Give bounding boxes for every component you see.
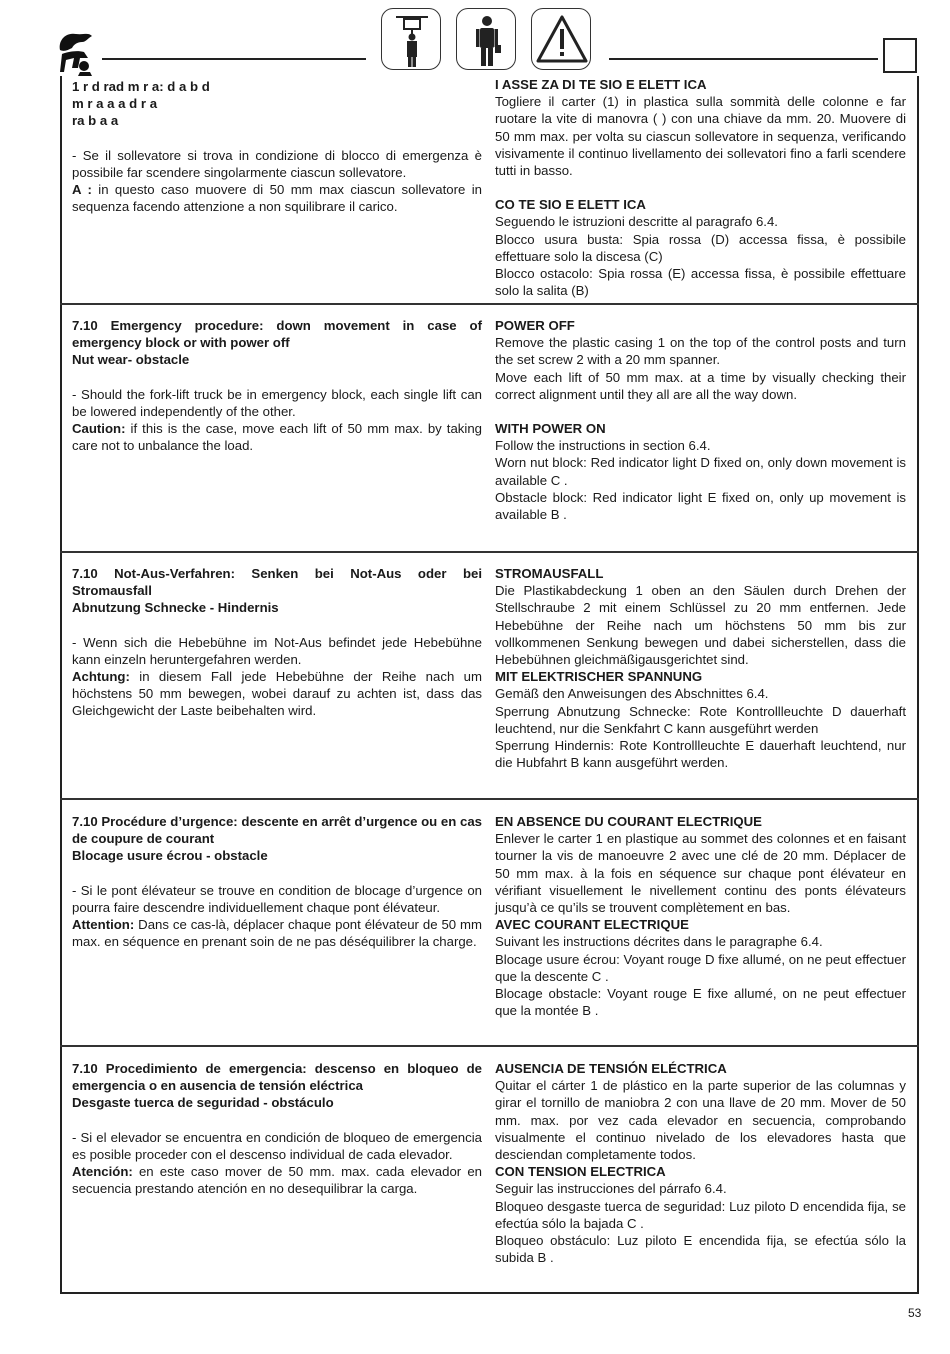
warning-text: if this is the case, move each lift of 50 mm max. by taking care not to unbalance the load. <box>72 421 482 454</box>
paragraph: - Wenn sich die Hebebühne im Not-Aus befindet jede Hebebühne kann einzeln heruntergefahren werden. <box>72 634 482 667</box>
paragraph: Blocage obstacle: Voyant rouge E fixe allumé, on ne peut effectuer que la montée B . <box>495 986 906 1019</box>
section-heading: AUSENCIA DE TENSIÓN ELÉCTRICA <box>495 1061 727 1076</box>
paragraph: Sperrung Hindernis: Rote Kontrollleuchte E dauerhaft leuchtend, nur die Hubfahrt B kann ausgeführt werden. <box>495 738 906 771</box>
paragraph <box>72 181 482 215</box>
warning-text: in diesem Fall jede Hebebühne der Reihe nach um höchstens 50 mm bewegen, wobei darauf zu achten ist, dass das Gleichgewicht der Laste beibehalten wird. <box>72 669 482 719</box>
section-divider <box>60 303 919 305</box>
section-heading: 7.10 Not-Aus-Verfahren: Senken bei Not-Aus oder bei Stromausfall <box>72 566 482 599</box>
section-en-left <box>72 317 482 454</box>
section-en-right <box>495 317 906 523</box>
section-de-right <box>495 565 906 771</box>
section-divider <box>60 798 919 800</box>
section-heading: 1 r d rad m r a: d a b d <box>72 79 210 94</box>
paragraph: - Si el elevador se encuentra en condición de bloqueo de emergencia es posible proceder con el descenso individual de cada elevador. <box>72 1129 482 1162</box>
section-heading: EN ABSENCE DU COURANT ELECTRIQUE <box>495 814 762 829</box>
section-fr-right <box>495 813 906 1019</box>
page-number: 53 <box>908 1306 922 1320</box>
section-divider <box>60 551 919 553</box>
section-heading: WITH POWER ON <box>495 421 606 437</box>
brand-logo <box>54 28 98 78</box>
paragraph: - Si le pont élévateur se trouve en condition de blocage d’urgence on pourra faire descendre individuellement chaque pont élévateur. <box>72 882 482 915</box>
paragraph: Enlever le carter 1 en plastique au sommet des colonnes et en faisant tourner la vis de manoeuvre 2 avec une clé de 20 mm. Déplacer de 50 mm max. à la fois en séquence sur chaque pont élévateur en vérifiant visuellement le nivellement continu des ponts élévateurs jusqu’à ce qu’ils se trouvent complètement en bas. <box>495 831 906 916</box>
section-heading: Abnutzung Schnecke - Hindernis <box>72 600 279 616</box>
section-heading: ra b a a <box>72 113 119 129</box>
paragraph-gap <box>72 369 482 386</box>
header-rule-left <box>102 58 366 60</box>
paragraph: Die Plastikabdeckung 1 oben an den Säulen durch Drehen der Stellschraube 2 mit einem Schlüssel zu 20 mm entfernen. Jede Hebebühne der Reihe nach um höchstens 50 mm bis zur vollkommenen Senkung bewegen und dabei sicherstellen, dass die Hebebühnen gleichmäßigausgerichtet sind. <box>495 583 906 668</box>
section-heading: STROMAUSFALL <box>495 566 604 581</box>
warning-label: A : <box>72 182 92 198</box>
paragraph-gap <box>72 865 482 882</box>
paragraph <box>72 668 482 720</box>
section-it-left <box>72 78 482 215</box>
header-rule-right <box>609 58 878 60</box>
section-heading: POWER OFF <box>495 318 575 333</box>
paragraph-gap <box>72 1112 482 1129</box>
section-heading: Nut wear- obstacle <box>72 352 190 368</box>
paragraph: Blocco usura busta: Spia rossa (D) accessa fissa, è possibile effettuare solo la discesa (C) <box>495 231 906 264</box>
section-heading: I ASSE ZA DI TE SIO E ELETT ICA <box>495 77 707 92</box>
paragraph: Seguir las instrucciones del párrafo 6.4. <box>495 1181 727 1197</box>
paragraph: Move each lift of 50 mm max. at a time by visually checking their correct alignment until they all are all the way down. <box>495 369 906 402</box>
paragraph <box>72 1163 482 1197</box>
warning-label: Achtung: <box>72 669 130 685</box>
warning-label: Caution: <box>72 421 126 437</box>
section-heading: m r a a a d r a <box>72 96 158 112</box>
section-divider <box>60 1045 919 1047</box>
paragraph-gap <box>495 403 906 420</box>
section-heading: 7.10 Procédure d’urgence: descente en arrêt d’urgence ou en cas de coupure de courant <box>72 814 482 847</box>
paragraph: Bloqueo desgaste tuerca de seguridad: Luz piloto D encendida fija, se efectúa sólo la bajada C . <box>495 1198 906 1231</box>
paragraph: Suivant les instructions décrites dans le paragraphe 6.4. <box>495 934 823 950</box>
warning-text: en este caso mover de 50 mm. max. cada elevador en secuencia prestando atención en no desequilibrar la carga. <box>72 1164 482 1197</box>
paragraph: Obstacle block: Red indicator light E fixed on, only up movement is available B . <box>495 489 906 523</box>
paragraph: Seguendo le istruzioni descritte al paragrafo 6.4. <box>495 214 778 230</box>
section-heading: MIT ELEKTRISCHER SPANNUNG <box>495 669 703 685</box>
paragraph-gap <box>72 130 482 147</box>
header-empty-box <box>883 38 917 73</box>
lift-with-load-icon <box>381 8 441 70</box>
section-heading: Blocage usure écrou - obstacle <box>72 848 268 864</box>
paragraph: Blocage usure écrou: Voyant rouge D fixe allumé, on ne peut effectuer que la descente C . <box>495 951 906 984</box>
section-heading: 7.10 Emergency procedure: down movement in case of emergency block or with power off <box>72 318 482 351</box>
paragraph-gap <box>495 179 906 196</box>
warning-label: Atención: <box>72 1164 133 1180</box>
paragraph: Togliere il carter (1) in plastica sulla sommità delle colonne e far ruotare la vite di manovra ( ) con una chiave da mm. 20. Muovere di 50 mm max. per volta su ciascun sollevatore in sequenza, verificando visivamente il continuo livellamento dei sollevatori fino a farli scendere tutti in basso. <box>495 94 906 179</box>
operator-icon <box>456 8 516 70</box>
paragraph: Sperrung Abnutzung Schnecke: Rote Kontrollleuchte D dauerhaft leuchtend, nur die Senkfahrt C kann ausgeführt werden <box>495 703 906 736</box>
paragraph: Bloqueo obstáculo: Luz piloto E encendida fija, se efectúa sólo la subida B . <box>495 1233 906 1266</box>
paragraph: Quitar el cárter 1 de plástico en la parte superior de las columnas y girar el tornillo de maniobra 2 con una llave de 20 mm. Mover de 50 mm. max. por vez cada elevador en secuencia, comprobando visualmente el continuo nivelado de los elevadores hasta que desciendan completamente todos. <box>495 1078 906 1163</box>
paragraph: Worn nut block: Red indicator light D fixed on, only down movement is available C . <box>495 455 906 488</box>
paragraph: - Should the fork-lift truck be in emergency block, each single lift can be lowered independently of the other. <box>72 386 482 419</box>
paragraph: - Se il sollevatore si trova in condizione di blocco di emergenza è possibile far scendere singolarmente ciascun sollevatore. <box>72 147 482 180</box>
paragraph: Gemäß den Anweisungen des Abschnittes 6.4. <box>495 686 769 702</box>
section-it-right <box>495 76 906 299</box>
section-heading: CO TE SIO E ELETT ICA <box>495 197 646 213</box>
warning-text: Dans ce cas-là, déplacer chaque pont élévateur de 50 mm max. en séquence en prenant soin de ne pas déséquilibrer la charge. <box>72 917 482 950</box>
section-heading: Desgaste tuerca de seguridad - obstáculo <box>72 1095 334 1111</box>
paragraph <box>72 420 482 454</box>
section-heading: CON TENSION ELECTRICA <box>495 1164 666 1180</box>
paragraph: Remove the plastic casing 1 on the top of the control posts and turn the set screw 2 with a 20 mm spanner. <box>495 335 906 368</box>
section-de-left <box>72 565 482 720</box>
section-heading: 7.10 Procedimiento de emergencia: descenso en bloqueo de emergencia o en ausencia de tensión eléctrica <box>72 1061 482 1094</box>
paragraph: Follow the instructions in section 6.4. <box>495 438 711 454</box>
warning-label: Attention: <box>72 917 135 933</box>
paragraph <box>72 916 482 950</box>
warning-text: in questo caso muovere di 50 mm max ciascun sollevatore in sequenza facendo attenzione a non squilibrare il carico. <box>72 182 482 215</box>
warning-triangle-icon <box>531 8 591 70</box>
paragraph: Blocco ostacolo: Spia rossa (E) accessa fissa, è possibile effettuare solo la salita (B) <box>495 266 906 299</box>
paragraph-gap <box>72 617 482 634</box>
section-es-right <box>495 1060 906 1266</box>
section-es-left <box>72 1060 482 1197</box>
section-heading: AVEC COURANT ELECTRIQUE <box>495 917 689 933</box>
section-fr-left <box>72 813 482 950</box>
